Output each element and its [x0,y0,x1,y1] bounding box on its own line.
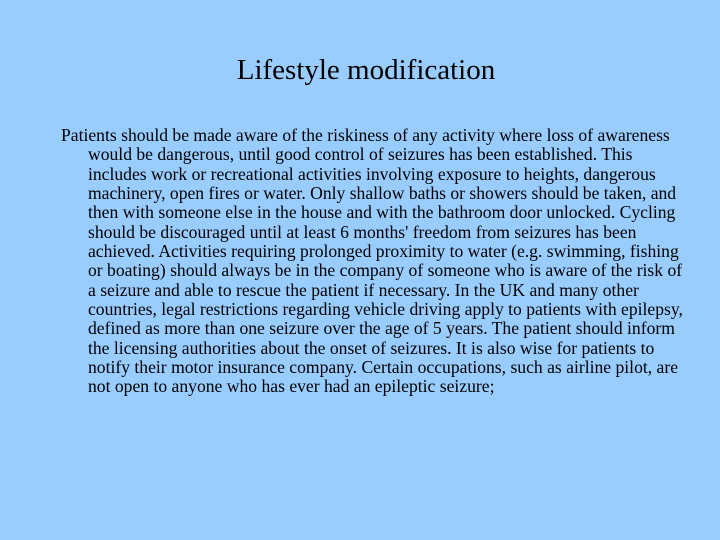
slide-title: Lifestyle modification [236,54,496,86]
slide-body-text: Patients should be made aware of the riskiness of any activity where loss of awareness would be dangerous, until good control of seizures has been established. This includes work or recreational activities involving exposure to heights, dangerous machinery, open fires or water. Only shallow baths or showers should be taken, and then with someone else in the house and with the bathroom door unlocked. Cycling should be discouraged until at least 6 months' freedom from seizures has been achieved. Activities requiring prolonged proximity to water (e.g. swimming, fishing or boating) should always be in the company of someone who is aware of the risk of a seizure and able to rescue the patient if necessary. In the UK and many other countries, legal restrictions regarding vehicle driving apply to patients with epilepsy, defined as more than one seizure over the age of 5 years. The patient should inform the licensing authorities about the onset of seizures. It is also wise for patients to notify their motor insurance company. Certain occupations, such as airline pilot, are not open to anyone who has ever had an epileptic seizure; [61,125,683,397]
